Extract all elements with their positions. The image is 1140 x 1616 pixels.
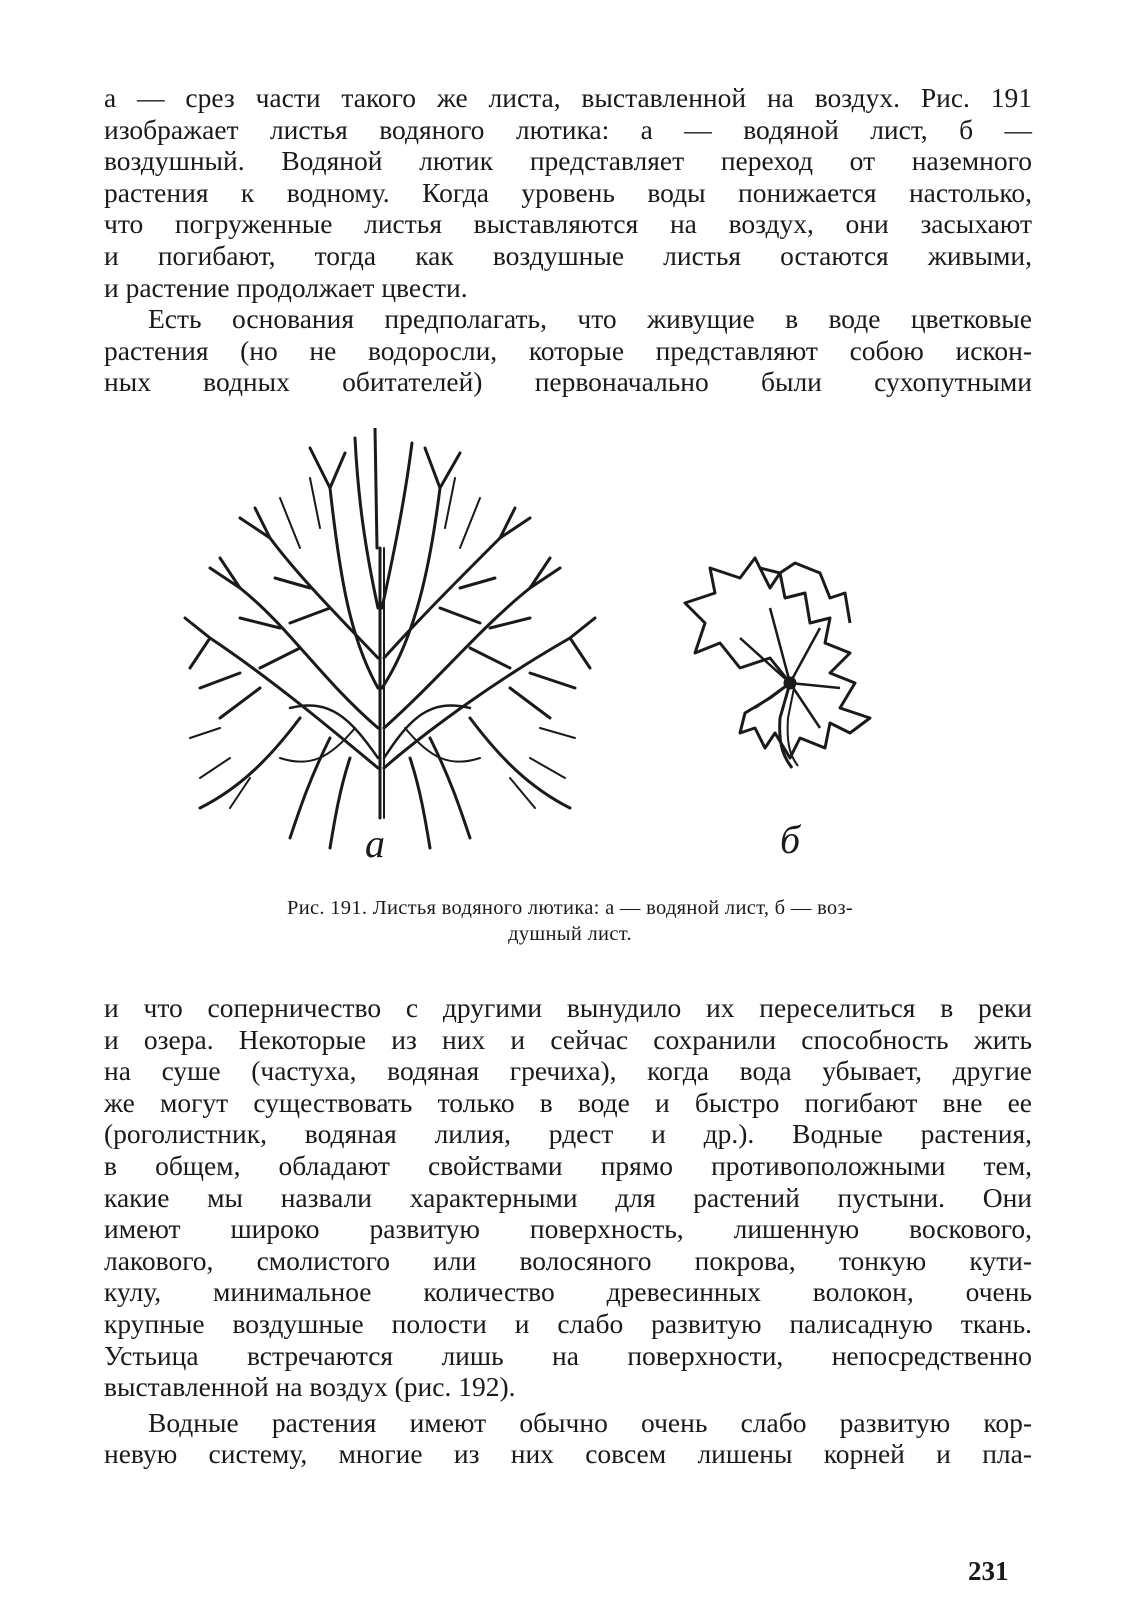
text-line: и погибают, тогда как воздушные листья остаются живыми, bbox=[104, 239, 1032, 271]
text-line: изображает листья водяного лютика: а — водяной лист, б — bbox=[104, 113, 1032, 145]
text-line: имеют широко развитую поверхность, лишенную воскового, bbox=[104, 1213, 1032, 1245]
text-line: Есть основания предполагать, что живущие в воде цветковые bbox=[148, 303, 1032, 335]
paragraph bbox=[104, 1407, 1032, 1470]
figure-191 bbox=[180, 428, 960, 888]
text-line: растения (но не водоросли, которые представляют собою искон- bbox=[104, 334, 1032, 366]
figure-label-a: а bbox=[365, 821, 385, 866]
text-line: что погруженные листья выставляются на воздух, они засыхают bbox=[104, 208, 1032, 240]
text-line: какие мы назвали характерными для растений пустыни. Они bbox=[104, 1181, 1032, 1213]
paragraph bbox=[104, 82, 1032, 303]
text-line: Водные растения имеют обычно очень слабо развитую кор- bbox=[148, 1406, 1032, 1438]
bottom-text-block bbox=[104, 992, 1032, 1470]
aerial-leaf-illustration bbox=[685, 558, 870, 768]
figure-caption bbox=[150, 895, 990, 947]
figure-label-b: б bbox=[780, 817, 801, 862]
text-line: невую систему, многие из них совсем лишены корней и пла- bbox=[104, 1438, 1032, 1470]
page-number: 231 bbox=[968, 1556, 1009, 1586]
paragraph bbox=[104, 992, 1032, 1403]
water-leaf-illustration bbox=[185, 428, 595, 848]
text-line: и что соперничество с другими вынудило их переселиться в реки bbox=[104, 992, 1032, 1023]
text-line: ных водных обитателей) первоначально были сухопутными bbox=[104, 366, 1032, 398]
text-line: и озера. Некоторые из них и сейчас сохранили способность жить bbox=[104, 1023, 1032, 1055]
text-line: на суше (частуха, водяная гречиха), когда вода убывает, другие bbox=[104, 1055, 1032, 1087]
paragraph bbox=[104, 303, 1032, 398]
text-line: Устьица встречаются лишь на поверхности, непосредственно bbox=[104, 1339, 1032, 1371]
text-line: крупные воздушные полости и слабо развитую палисадную ткань. bbox=[104, 1307, 1032, 1339]
text-line: же могут существовать только в воде и быстро погибают вне ее bbox=[104, 1086, 1032, 1118]
text-line: растения к водному. Когда уровень воды понижается настолько, bbox=[104, 176, 1032, 208]
caption-line: душный лист. bbox=[508, 923, 632, 945]
text-line: выставленной на воздух (рис. 192). bbox=[104, 1371, 516, 1403]
leaf-illustrations bbox=[180, 428, 960, 888]
text-line: и растение продолжает цвести. bbox=[104, 271, 468, 303]
text-line: воздушный. Водяной лютик представляет переход от наземного bbox=[104, 145, 1032, 177]
text-line: кулу, минимальное количество древесинных волокон, очень bbox=[104, 1276, 1032, 1308]
text-line: в общем, обладают свойствами прямо противоположными тем, bbox=[104, 1149, 1032, 1181]
top-text-block bbox=[104, 82, 1032, 398]
caption-line: Рис. 191. Листья водяного лютика: а — водяной лист, б — воз- bbox=[287, 897, 853, 919]
text-line: (роголистник, водяная лилия, рдест и др.). Водные растения, bbox=[104, 1118, 1032, 1150]
text-line: а — срез части такого же листа, выставленной на воздух. Рис. 191 bbox=[104, 82, 1032, 113]
text-line: лакового, смолистого или волосяного покрова, тонкую кути- bbox=[104, 1244, 1032, 1276]
